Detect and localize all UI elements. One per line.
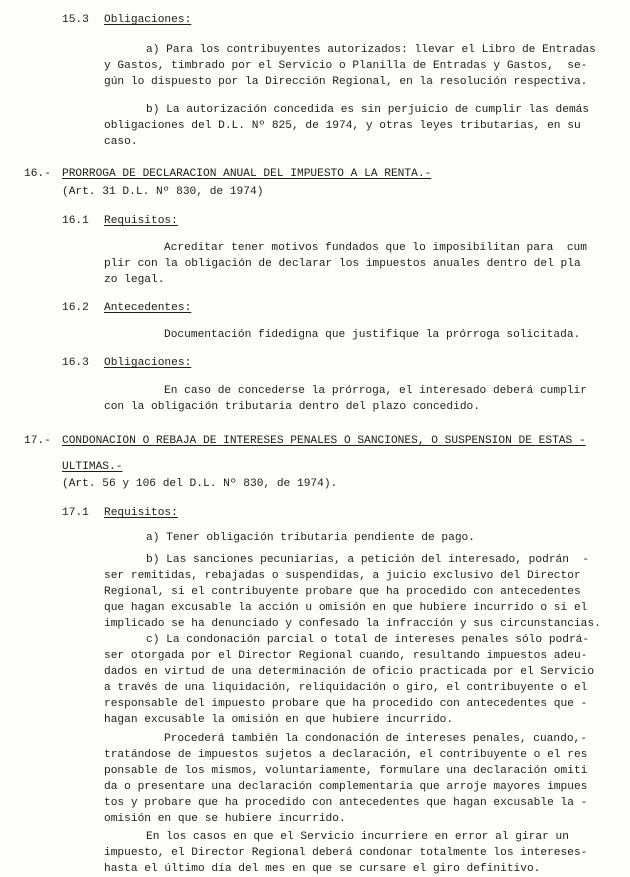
paragraph-line: hasta el último día del mes en que se cursare el giro definitivo.: [104, 863, 541, 875]
section-number: 15.3: [62, 14, 89, 26]
paragraph-line: Regional, si el contribuyente probare que ha procedido con antecedentes: [104, 586, 581, 598]
paragraph-line: a través de una liquidación, reliquidación o giro, el contribuyente o el: [104, 682, 588, 694]
section-number: 16.1: [62, 215, 89, 227]
section-title: CONDONACION O REBAJA DE INTERESES PENALES O SANCIONES, O SUSPENSION DE ESTAS -: [62, 435, 586, 447]
paragraph-line: Acreditar tener motivos fundados que lo imposibilitan para cum: [164, 242, 587, 254]
paragraph-line: En caso de concederse la prórroga, el interesado deberá cumplir: [164, 385, 587, 397]
paragraph-line: tos y probare que ha procedido con antecedentes que hagan excusable la -: [104, 797, 588, 809]
paragraph-line: b) Las sanciones pecuniarias, a petición del interesado, podrán -: [146, 554, 590, 566]
paragraph-line: omisión en que se hubiere incurrido.: [104, 813, 346, 825]
paragraph-line: que hagan excusable la acción u omisión en que hubiere incurrido o si el: [104, 602, 588, 614]
section-number: 16.3: [62, 357, 89, 369]
paragraph-line: ser remitidas, rebajadas o suspendidas, a juicio exclusivo del Director: [104, 570, 581, 582]
paragraph-line: implicado se ha denunciado y confesado la infracción y sus circunstancias.: [104, 618, 601, 630]
paragraph-line: hagan excusable la omisión en que hubiere incurrido.: [104, 714, 454, 726]
paragraph-line: obligaciones del D.L. Nº 825, de 1974, y otras leyes tributarias, en su: [104, 120, 581, 132]
paragraph-line: da o presentare una declaración complementaria que arroje mayores impues: [104, 781, 588, 793]
section-number: 17.-: [24, 435, 51, 447]
paragraph-line: plir con la obligación de declarar los impuestos anuales dentro del pla: [104, 258, 581, 270]
paragraph-line: En los casos en que el Servicio incurriere en error al girar un: [146, 831, 569, 843]
section-title-continued: ULTIMAS.-: [62, 461, 123, 473]
section-heading: Requisitos:: [104, 507, 178, 519]
paragraph-line: ponsable de los mismos, voluntariamente, formulare una declaración omiti: [104, 765, 588, 777]
section-number: 16.-: [24, 168, 51, 180]
section-heading: Requisitos:: [104, 215, 178, 227]
paragraph-line: responsable del impuesto probare que ha procedido con antecedentes que -: [104, 698, 588, 710]
paragraph-line: Documentación fidedigna que justifique la prórroga solicitada.: [164, 329, 581, 341]
paragraph-line: a) Tener obligación tributaria pendiente de pago.: [146, 532, 475, 544]
paragraph-line: caso.: [104, 136, 138, 148]
paragraph-line: a) Para los contribuyentes autorizados: llevar el Libro de Entradas: [146, 44, 596, 56]
section-number: 16.2: [62, 302, 89, 314]
paragraph-line: Procederá también la condonación de intereses penales, cuando,-: [164, 733, 587, 745]
paragraph-line: tratándose de impuestos sujetos a declaración, el contribuyente o el res: [104, 749, 588, 761]
paragraph-line: impuesto, el Director Regional deberá condonar totalmente los intereses-: [104, 847, 588, 859]
section-heading: Obligaciones:: [104, 357, 192, 369]
paragraph-line: con la obligación tributaria dentro del plazo concedido.: [104, 401, 480, 413]
paragraph-line: dados en virtud de una determinación de oficio practicada por el Servicio: [104, 666, 595, 678]
paragraph-line: zo legal.: [104, 274, 165, 286]
section-heading: Obligaciones:: [104, 14, 192, 26]
paragraph-line: ser otorgada por el Director Regional cuando, resultando impuestos adeu-: [104, 650, 588, 662]
paragraph-line: b) La autorización concedida es sin perjuicio de cumplir las demás: [146, 104, 590, 116]
section-title: PRORROGA DE DECLARACION ANUAL DEL IMPUESTO A LA RENTA.-: [62, 168, 432, 180]
paragraph-line: c) La condonación parcial o total de intereses penales sólo podrá-: [146, 634, 590, 646]
paragraph-line: y Gastos, timbrado por el Servicio o Planilla de Entradas y Gastos, se-: [104, 60, 588, 72]
section-heading: Antecedentes:: [104, 302, 192, 314]
legal-reference: (Art. 31 D.L. Nº 830, de 1974): [62, 186, 264, 198]
legal-reference: (Art. 56 y 106 del D.L. Nº 830, de 1974).: [62, 478, 338, 490]
section-number: 17.1: [62, 507, 89, 519]
paragraph-line: gún lo dispuesto por la Dirección Regional, en la resolución respectiva.: [104, 76, 588, 88]
